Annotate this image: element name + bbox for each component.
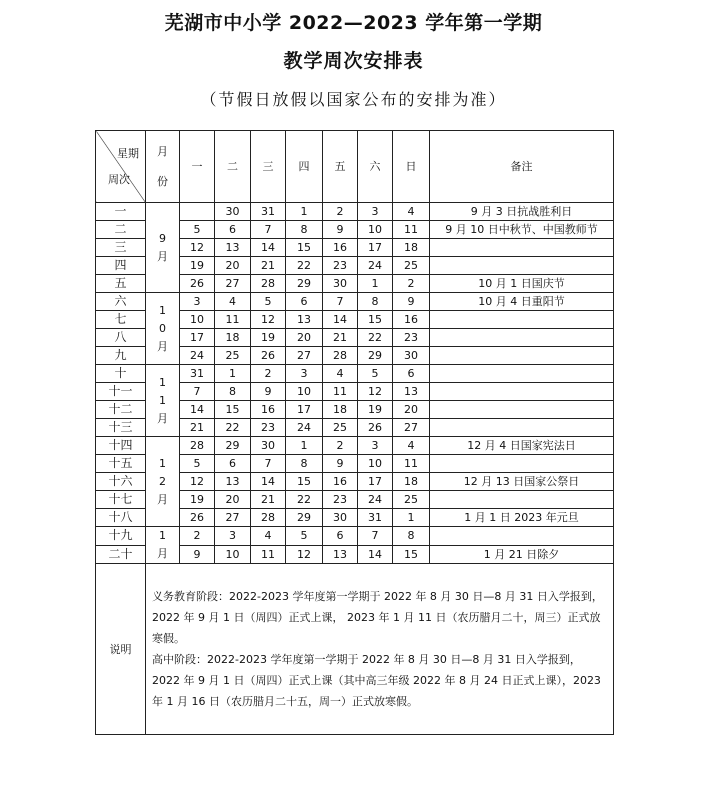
day-cell-thu: 29 — [286, 509, 323, 527]
day-cell-sun: 23 — [393, 329, 430, 347]
day-cell-fri: 23 — [323, 491, 358, 509]
day-cell-thu: 1 — [286, 203, 323, 221]
day-cell-fri: 4 — [323, 365, 358, 383]
day-header-mon: 一 — [180, 131, 215, 203]
remark-header: 备注 — [430, 131, 614, 203]
day-cell-wed: 19 — [251, 329, 286, 347]
day-cell-sun: 4 — [393, 437, 430, 455]
week-number: 十九 — [96, 527, 146, 546]
page-subtitle: 教学周次安排表 — [283, 50, 424, 72]
week-number: 五 — [96, 275, 146, 293]
day-cell-tue: 10 — [215, 545, 251, 564]
day-cell-sun: 9 — [393, 293, 430, 311]
day-cell-tue: 20 — [215, 491, 251, 509]
day-cell-thu: 15 — [286, 473, 323, 491]
day-cell-wed: 16 — [251, 401, 286, 419]
week-number: 十三 — [96, 419, 146, 437]
day-cell-tue: 6 — [215, 455, 251, 473]
remark-cell — [430, 383, 614, 401]
month-label: 10月 — [157, 303, 168, 353]
day-cell-wed: 5 — [251, 293, 286, 311]
day-cell-fri: 2 — [323, 203, 358, 221]
day-cell-sun: 8 — [393, 527, 430, 546]
day-cell-mon: 7 — [180, 383, 215, 401]
day-cell-fri: 21 — [323, 329, 358, 347]
day-cell-fri: 25 — [323, 419, 358, 437]
day-cell-tue: 4 — [215, 293, 251, 311]
day-cell-wed: 14 — [251, 239, 286, 257]
week-number: 六 — [96, 293, 146, 311]
day-cell-tue: 13 — [215, 473, 251, 491]
day-cell-thu: 15 — [286, 239, 323, 257]
day-cell-sat: 12 — [358, 383, 393, 401]
day-cell-fri: 9 — [323, 455, 358, 473]
day-cell-tue: 1 — [215, 365, 251, 383]
day-cell-tue: 29 — [215, 437, 251, 455]
day-cell-tue: 20 — [215, 257, 251, 275]
day-cell-tue: 27 — [215, 509, 251, 527]
day-cell-fri: 30 — [323, 509, 358, 527]
day-cell-thu: 8 — [286, 455, 323, 473]
day-cell-mon: 12 — [180, 473, 215, 491]
day-cell-wed: 12 — [251, 311, 286, 329]
day-cell-fri: 13 — [323, 545, 358, 564]
day-cell-mon: 28 — [180, 437, 215, 455]
day-cell-sun: 16 — [393, 311, 430, 329]
day-cell-sun: 30 — [393, 347, 430, 365]
day-cell-sat: 31 — [358, 509, 393, 527]
remark-cell: 1 月 21 日除夕 — [430, 545, 614, 564]
day-cell-sat: 26 — [358, 419, 393, 437]
remark-cell — [430, 239, 614, 257]
day-cell-tue: 3 — [215, 527, 251, 546]
day-cell-sat: 5 — [358, 365, 393, 383]
day-cell-thu: 22 — [286, 491, 323, 509]
day-cell-tue: 8 — [215, 383, 251, 401]
week-number: 三 — [96, 239, 146, 257]
day-cell-fri: 18 — [323, 401, 358, 419]
remark-cell — [430, 491, 614, 509]
day-cell-tue: 11 — [215, 311, 251, 329]
day-cell-thu: 29 — [286, 275, 323, 293]
high-school-note: 高中阶段：2022-2023 学年度第一学期于 2022 年 8 月 30 日—8 月 31 日入学报到，2022 年 9 月 1 日（周四）正式上课（其中高三年级 2022 年 8 月 24 日正式上课），2023 年 1 月 16 日（农历腊月二十五，周一）正式放寒假。 — [152, 653, 601, 708]
day-cell-sat: 1 — [358, 275, 393, 293]
remark-cell: 9 月 3 日抗战胜利日 — [430, 203, 614, 221]
day-cell-sat: 19 — [358, 401, 393, 419]
table-row — [96, 293, 614, 311]
day-cell-tue: 25 — [215, 347, 251, 365]
week-number: 二 — [96, 221, 146, 239]
day-cell-fri: 14 — [323, 311, 358, 329]
day-cell-sun: 20 — [393, 401, 430, 419]
explanation-row — [96, 564, 614, 735]
day-cell-sun: 13 — [393, 383, 430, 401]
remark-cell — [430, 257, 614, 275]
day-cell-wed: 28 — [251, 509, 286, 527]
day-cell-sun: 11 — [393, 221, 430, 239]
day-cell-thu: 1 — [286, 437, 323, 455]
schedule-table — [95, 130, 614, 735]
remark-cell — [430, 401, 614, 419]
day-cell-sat: 17 — [358, 473, 393, 491]
day-cell-sun: 6 — [393, 365, 430, 383]
day-cell-fri: 6 — [323, 527, 358, 546]
day-cell-sun: 2 — [393, 275, 430, 293]
day-header-sat: 六 — [358, 131, 393, 203]
day-cell-tue: 15 — [215, 401, 251, 419]
table-header-row — [96, 131, 614, 203]
page-title: 芜湖市中小学 2022—2023 学年第一学期 — [164, 12, 543, 34]
week-number: 七 — [96, 311, 146, 329]
day-cell-mon: 24 — [180, 347, 215, 365]
day-cell-mon: 12 — [180, 239, 215, 257]
remark-cell: 10 月 1 日国庆节 — [430, 275, 614, 293]
day-cell-mon: 26 — [180, 509, 215, 527]
day-cell-sat: 7 — [358, 527, 393, 546]
week-number: 十一 — [96, 383, 146, 401]
day-cell-tue: 18 — [215, 329, 251, 347]
remark-cell: 10 月 4 日重阳节 — [430, 293, 614, 311]
day-cell-sun: 15 — [393, 545, 430, 564]
day-cell-sat: 3 — [358, 203, 393, 221]
remark-cell — [430, 455, 614, 473]
table-row — [96, 365, 614, 383]
day-cell-wed: 7 — [251, 221, 286, 239]
day-cell-thu: 27 — [286, 347, 323, 365]
day-cell-wed: 4 — [251, 527, 286, 546]
day-cell-sun: 4 — [393, 203, 430, 221]
month-header — [146, 131, 180, 203]
month-cell — [146, 203, 180, 293]
month-label: 1月 — [157, 529, 168, 560]
day-cell-thu: 3 — [286, 365, 323, 383]
day-cell-sat: 24 — [358, 491, 393, 509]
remark-cell — [430, 365, 614, 383]
week-number: 十 — [96, 365, 146, 383]
day-cell-sat: 15 — [358, 311, 393, 329]
day-cell-sat: 8 — [358, 293, 393, 311]
day-cell-wed: 30 — [251, 437, 286, 455]
day-cell-fri: 7 — [323, 293, 358, 311]
day-cell-mon — [180, 203, 215, 221]
day-cell-mon: 21 — [180, 419, 215, 437]
day-cell-wed: 2 — [251, 365, 286, 383]
day-cell-fri: 2 — [323, 437, 358, 455]
week-number: 十五 — [96, 455, 146, 473]
table-row — [96, 527, 614, 546]
remark-cell: 1 月 1 日 2023 年元旦 — [430, 509, 614, 527]
table-row — [96, 437, 614, 455]
day-cell-wed: 26 — [251, 347, 286, 365]
day-cell-sun: 11 — [393, 455, 430, 473]
day-cell-thu: 8 — [286, 221, 323, 239]
day-cell-fri: 23 — [323, 257, 358, 275]
day-cell-sat: 14 — [358, 545, 393, 564]
remark-cell — [430, 311, 614, 329]
day-cell-mon: 5 — [180, 221, 215, 239]
day-cell-thu: 12 — [286, 545, 323, 564]
day-cell-sat: 29 — [358, 347, 393, 365]
table-row — [96, 203, 614, 221]
day-cell-fri: 11 — [323, 383, 358, 401]
week-number: 九 — [96, 347, 146, 365]
remark-cell: 12 月 4 日国家宪法日 — [430, 437, 614, 455]
day-cell-sun: 27 — [393, 419, 430, 437]
week-number: 十八 — [96, 509, 146, 527]
diagonal-header-cell — [96, 131, 146, 203]
day-cell-wed: 23 — [251, 419, 286, 437]
day-cell-tue: 27 — [215, 275, 251, 293]
day-cell-mon: 10 — [180, 311, 215, 329]
day-cell-sat: 22 — [358, 329, 393, 347]
remark-cell: 12 月 13 日国家公祭日 — [430, 473, 614, 491]
day-cell-mon: 5 — [180, 455, 215, 473]
day-cell-wed: 9 — [251, 383, 286, 401]
week-number: 二十 — [96, 545, 146, 564]
day-cell-thu: 6 — [286, 293, 323, 311]
month-cell — [146, 437, 180, 527]
month-label: 12月 — [157, 456, 168, 506]
week-day-label: 星期 — [117, 147, 139, 160]
week-number: 十二 — [96, 401, 146, 419]
compulsory-education-note: 义务教育阶段：2022-2023 学年度第一学期于 2022 年 8 月 30 日—8 月 31 日入学报到，2022 年 9 月 1 日（周四）正式上课， 2023 年 1 月 11 日（农历腊月二十，周三）正式放寒假。 — [152, 590, 603, 645]
week-number: 十六 — [96, 473, 146, 491]
day-cell-thu: 5 — [286, 527, 323, 546]
month-cell — [146, 365, 180, 437]
day-cell-sun: 25 — [393, 257, 430, 275]
day-cell-thu: 17 — [286, 401, 323, 419]
day-cell-mon: 19 — [180, 491, 215, 509]
month-header-text: 月份 — [157, 144, 168, 188]
remark-cell — [430, 347, 614, 365]
week-number: 一 — [96, 203, 146, 221]
day-cell-fri: 30 — [323, 275, 358, 293]
week-number: 八 — [96, 329, 146, 347]
day-cell-mon: 26 — [180, 275, 215, 293]
day-cell-mon: 14 — [180, 401, 215, 419]
day-cell-tue: 22 — [215, 419, 251, 437]
day-cell-sat: 10 — [358, 455, 393, 473]
week-number: 十七 — [96, 491, 146, 509]
day-cell-fri: 16 — [323, 473, 358, 491]
day-cell-fri: 16 — [323, 239, 358, 257]
day-cell-wed: 21 — [251, 257, 286, 275]
month-label: 9月 — [157, 231, 168, 263]
remark-cell: 9 月 10 日中秋节、中国教师节 — [430, 221, 614, 239]
day-cell-sun: 18 — [393, 473, 430, 491]
day-header-fri: 五 — [323, 131, 358, 203]
explanation-text — [146, 564, 614, 735]
day-cell-thu: 10 — [286, 383, 323, 401]
day-cell-sun: 18 — [393, 239, 430, 257]
day-cell-sun: 25 — [393, 491, 430, 509]
day-cell-thu: 20 — [286, 329, 323, 347]
day-cell-wed: 11 — [251, 545, 286, 564]
day-cell-thu: 13 — [286, 311, 323, 329]
day-cell-wed: 28 — [251, 275, 286, 293]
day-cell-sun: 1 — [393, 509, 430, 527]
day-cell-wed: 7 — [251, 455, 286, 473]
day-cell-sat: 10 — [358, 221, 393, 239]
day-cell-wed: 14 — [251, 473, 286, 491]
day-cell-wed: 31 — [251, 203, 286, 221]
day-cell-fri: 28 — [323, 347, 358, 365]
day-cell-mon: 31 — [180, 365, 215, 383]
week-number: 十四 — [96, 437, 146, 455]
holiday-note: （节假日放假以国家公布的安排为准） — [200, 90, 507, 109]
day-cell-mon: 2 — [180, 527, 215, 546]
day-header-thu: 四 — [286, 131, 323, 203]
month-cell — [146, 293, 180, 365]
day-cell-mon: 9 — [180, 545, 215, 564]
remark-cell — [430, 329, 614, 347]
day-cell-mon: 3 — [180, 293, 215, 311]
day-cell-sat: 3 — [358, 437, 393, 455]
day-header-sun: 日 — [393, 131, 430, 203]
day-cell-thu: 24 — [286, 419, 323, 437]
day-cell-sat: 17 — [358, 239, 393, 257]
day-header-wed: 三 — [251, 131, 286, 203]
day-cell-thu: 22 — [286, 257, 323, 275]
remark-cell — [430, 527, 614, 546]
week-num-label: 周次 — [108, 173, 130, 186]
week-number: 四 — [96, 257, 146, 275]
day-cell-mon: 19 — [180, 257, 215, 275]
day-cell-fri: 9 — [323, 221, 358, 239]
month-label: 11月 — [157, 375, 168, 425]
month-cell — [146, 527, 180, 564]
day-cell-mon: 17 — [180, 329, 215, 347]
day-cell-sat: 24 — [358, 257, 393, 275]
day-cell-tue: 6 — [215, 221, 251, 239]
remark-cell — [430, 419, 614, 437]
day-cell-tue: 13 — [215, 239, 251, 257]
day-header-tue: 二 — [215, 131, 251, 203]
day-cell-wed: 21 — [251, 491, 286, 509]
explanation-label: 说明 — [96, 564, 146, 735]
day-cell-tue: 30 — [215, 203, 251, 221]
